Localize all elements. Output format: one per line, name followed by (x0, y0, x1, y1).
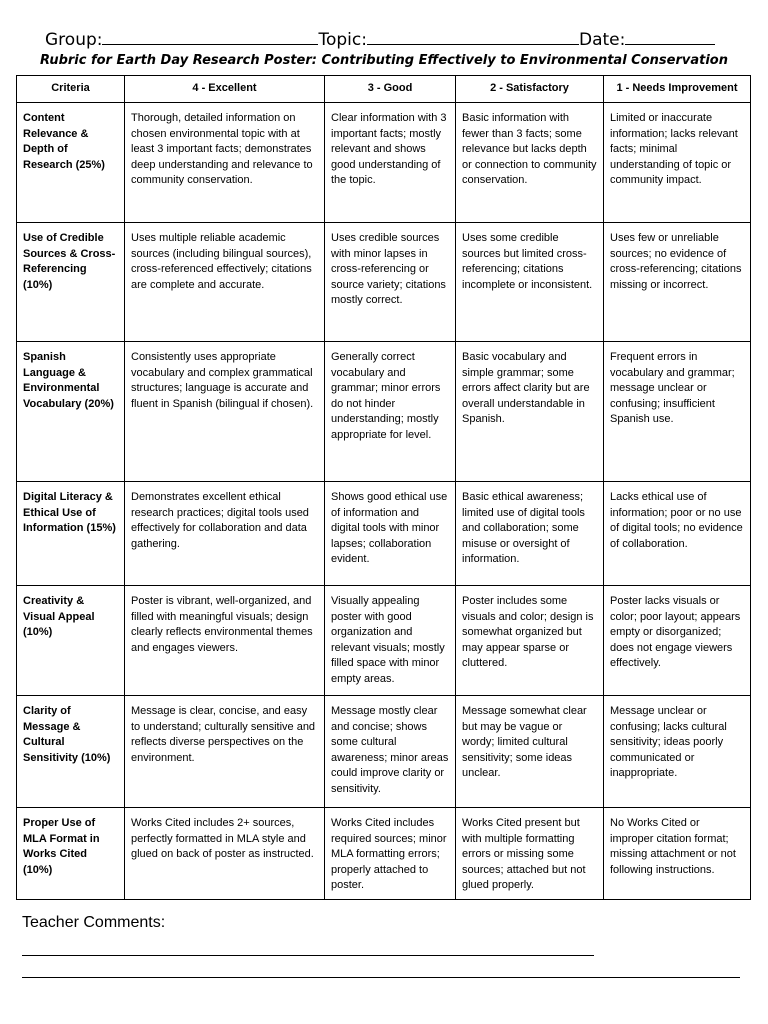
criteria-cell: Spanish Language & Environmental Vocabulary (20%) (17, 342, 125, 482)
group-label: Group: (45, 30, 103, 50)
table-row (17, 342, 751, 482)
group-blank[interactable] (102, 30, 318, 45)
satisfactory-cell: Basic vocabulary and simple grammar; some errors affect clarity but are overall understandable in Spanish. (456, 342, 604, 482)
column-header-excellent: 4 - Excellent (125, 76, 325, 103)
criteria-cell: Content Relevance & Depth of Research (25%) (17, 103, 125, 223)
satisfactory-cell: Message somewhat clear but may be vague or wordy; limited cultural sensitivity; some ideas unclear. (456, 696, 604, 808)
good-cell: Shows good ethical use of information and digital tools with minor lapses; collaboration evident. (325, 482, 456, 586)
satisfactory-cell: Poster includes some visuals and color; design is somewhat organized but may appear sparse or cluttered. (456, 586, 604, 696)
page-title: Rubric for Earth Day Research Poster: Contributing Effectively to Environmental Conservation (40, 53, 728, 68)
table-row (17, 696, 751, 808)
excellent-cell: Consistently uses appropriate vocabulary and complex grammatical structures; language is accurate and fluent in Spanish (bilingual if chosen). (125, 342, 325, 482)
good-cell: Visually appealing poster with good organization and relevant visuals; mostly filled space with minor empty areas. (325, 586, 456, 696)
column-header-satisfactory: 2 - Satisfactory (456, 76, 604, 103)
date-label: Date: (578, 30, 626, 50)
criteria-cell: Digital Literacy & Ethical Use of Information (15%) (17, 482, 125, 586)
teacher-comments-label: Teacher Comments: (22, 914, 166, 931)
topic-blank[interactable] (367, 30, 579, 45)
needs-improvement-cell: Uses few or unreliable sources; no evidence of cross-referencing; citations missing or incorrect. (604, 223, 751, 342)
good-cell: Generally correct vocabulary and grammar; minor errors do not hinder understanding; mostly appropriate for level. (325, 342, 456, 482)
table-row (17, 808, 751, 900)
table-row (17, 586, 751, 696)
criteria-cell: Clarity of Message & Cultural Sensitivity (10%) (17, 696, 125, 808)
satisfactory-cell: Basic information with fewer than 3 facts; some relevance but lacks depth or connection to community conservation. (456, 103, 604, 223)
excellent-cell: Works Cited includes 2+ sources, perfectly formatted in MLA style and glued on back of poster as instructed. (125, 808, 325, 900)
good-cell: Uses credible sources with minor lapses in cross-referencing or source variety; citations mostly correct. (325, 223, 456, 342)
criteria-cell: Creativity & Visual Appeal (10%) (17, 586, 125, 696)
header-fields (45, 30, 735, 50)
satisfactory-cell: Basic ethical awareness; limited use of digital tools and collaboration; some misuse or oversight of information. (456, 482, 604, 586)
needs-improvement-cell: No Works Cited or improper citation format; missing attachment or not following instructions. (604, 808, 751, 900)
needs-improvement-cell: Frequent errors in vocabulary and grammar; message unclear or confusing; insufficient Spanish use. (604, 342, 751, 482)
needs-improvement-cell: Poster lacks visuals or color; poor layout; appears empty or disorganized; does not engage viewers effectively. (604, 586, 751, 696)
excellent-cell: Poster is vibrant, well-organized, and filled with meaningful visuals; design clearly reflects environmental themes and engages viewers. (125, 586, 325, 696)
criteria-cell: Proper Use of MLA Format in Works Cited (10%) (17, 808, 125, 900)
good-cell: Clear information with 3 important facts; mostly relevant and shows good understanding of the topic. (325, 103, 456, 223)
column-header-criteria: Criteria (17, 76, 125, 103)
excellent-cell: Uses multiple reliable academic sources (including bilingual sources), cross-referenced effectively; citations are complete and accurate. (125, 223, 325, 342)
needs-improvement-cell: Lacks ethical use of information; poor or no use of digital tools; no evidence of collaboration. (604, 482, 751, 586)
column-header-good: 3 - Good (325, 76, 456, 103)
rubric-table (16, 75, 751, 900)
satisfactory-cell: Works Cited present but with multiple formatting errors or missing some sources; attached but not glued properly. (456, 808, 604, 900)
table-row (17, 482, 751, 586)
good-cell: Message mostly clear and concise; shows some cultural awareness; minor areas could improve clarity or sensitivity. (325, 696, 456, 808)
comment-line[interactable] (22, 955, 594, 956)
criteria-cell: Use of Credible Sources & Cross-Referencing (10%) (17, 223, 125, 342)
date-blank[interactable] (625, 30, 715, 45)
comment-line[interactable] (22, 977, 740, 978)
satisfactory-cell: Uses some credible sources but limited cross-referencing; citations incomplete or inconsistent. (456, 223, 604, 342)
needs-improvement-cell: Limited or inaccurate information; lacks relevant facts; minimal understanding of topic or community impact. (604, 103, 751, 223)
excellent-cell: Demonstrates excellent ethical research practices; digital tools used effectively for collaboration and data gathering. (125, 482, 325, 586)
table-row (17, 223, 751, 342)
excellent-cell: Message is clear, concise, and easy to understand; culturally sensitive and reflects diverse perspectives on the environment. (125, 696, 325, 808)
topic-label: Topic: (318, 30, 367, 50)
table-row (17, 103, 751, 223)
excellent-cell: Thorough, detailed information on chosen environmental topic with at least 3 important facts; demonstrates deep understanding and relevance to community conservation. (125, 103, 325, 223)
needs-improvement-cell: Message unclear or confusing; lacks cultural sensitivity; ideas poorly communicated or inappropriate. (604, 696, 751, 808)
good-cell: Works Cited includes required sources; minor MLA formatting errors; properly attached to poster. (325, 808, 456, 900)
column-header-needs-improvement: 1 - Needs Improvement (604, 76, 751, 103)
table-header-row (17, 76, 751, 103)
